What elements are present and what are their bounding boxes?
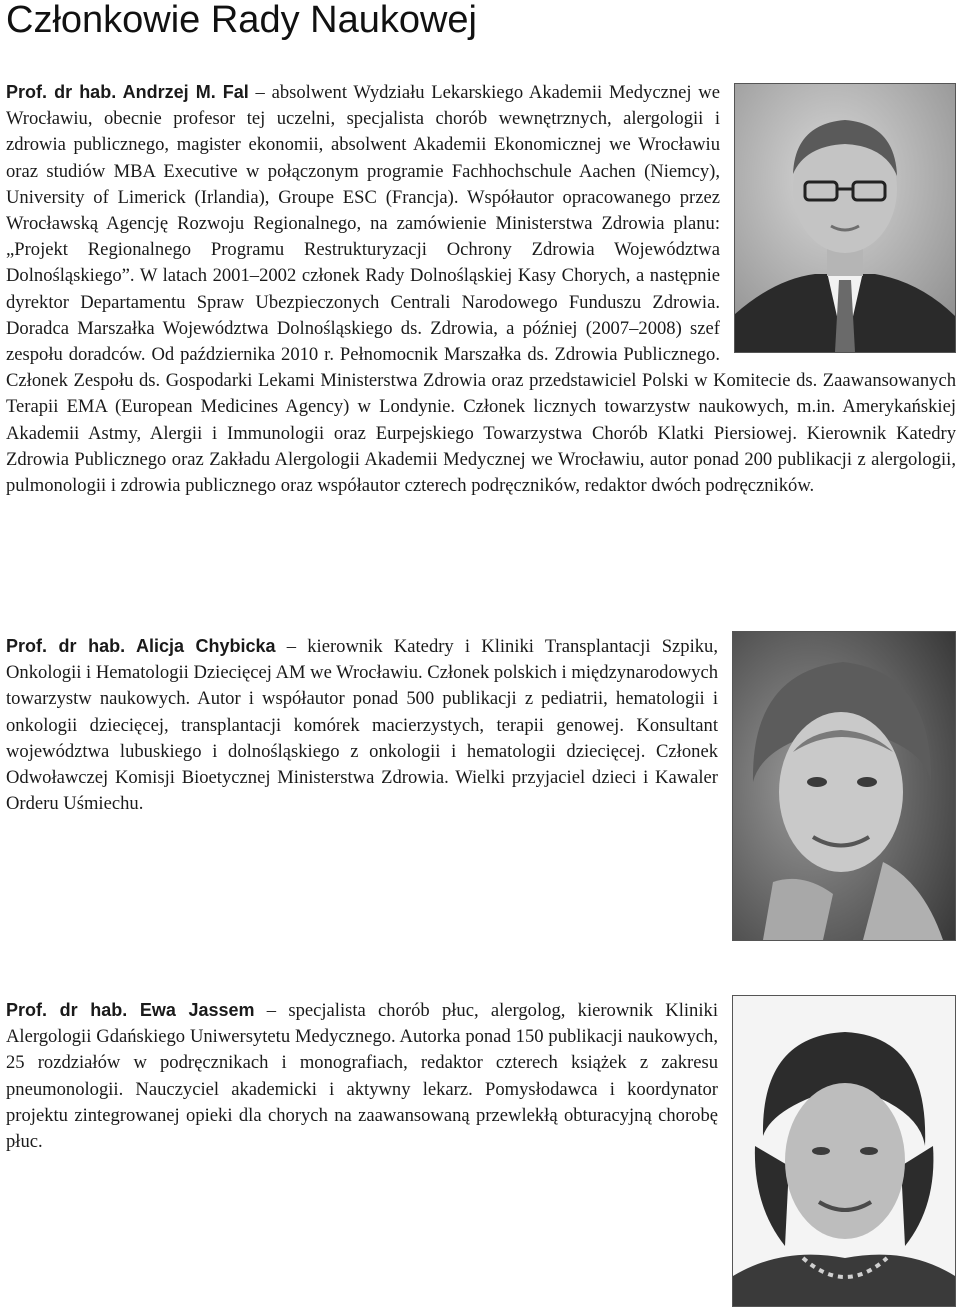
member-entry — [6, 633, 956, 947]
member-photo — [732, 631, 956, 941]
member-description: – specjalista chorób płuc, alergolog, kierownik Kliniki Alergologii Gdańskiego Uniwersytetu Medycznego. Autorka ponad 150 publikacji naukowych, 25 rozdziałów w podręcznikach i monografiach, redaktor czterech książek z zakresu pneumonologii. Nauczyciel akademicki i aktywny lekarz. Pomysłodawca i koordynator projektu zintegrowanej opieki dla chorych na zaawansowaną przewlekłą obturacyjną chorobę płuc. — [6, 1000, 718, 1153]
member-entry — [6, 79, 956, 499]
member-name: Prof. dr hab. Ewa Jassem — [6, 1000, 255, 1020]
member-description: – absolwent Wydziału Lekarskiego Akademii Medycznej we Wrocławiu, obecnie profesor tej uczelni, specjalista chorób wewnętrznych, alergologii i zdrowia publicznego, magister ekonomii, absolwent Akademii Ekonomicznej we Wrocławiu oraz studiów MBA Executive w połączonym programie Fachhochschule Aachen (Niemcy), University of Limerick (Irlandia), Groupe ESC (Francja). Współautor opracowanego przez Wrocławską Agencję Rozwoju Regionalnego, na zamówienie Ministerstwa Zdrowia planu: „Projekt Regionalnego Programu Restrukturyzacji Ochrony Zdrowia Województwa Dolnośląskiego”. W latach 2001–2002 członek Rady Dolnośląskiej Kasy Chorych, a następnie dyrektor Departamentu Spraw Ubezpieczonych Centrali Narodowego Funduszu Zdrowia. Doradca Marszałka Województwa Dolnośląskiego ds. Zdrowia, a później (2007–2008) szef zespołu doradców. Od października 2010 r. Pełnomocnik Marszałka ds. Zdrowia Publicznego. Członek Zespołu ds. Gospodarki Lekami Ministerstwa Zdrowia oraz przedstawiciel Polski w Komitecie ds. Zaawansowanych Terapii EMA (European Medicines Agency) w Londynie. Członek licznych towarzystw naukowych, m.in. Amerykańskiej Akademii Astmy, Alergii i Immunologii oraz Eurpejskiego Towarzystwa Chorób Klatki Piersiowej. Kierownik Katedry Zdrowia Publicznego oraz Zakładu Alergologii Akademii Medycznej we Wrocławiu, autor ponad 200 publikacji z alergologii, pulmonologii i zdrowia publicznego oraz współautor czterech podręczników, redaktor dwóch podręczników. — [6, 82, 956, 497]
member-photo — [732, 995, 956, 1307]
member-photo — [734, 83, 956, 353]
member-name: Prof. dr hab. Alicja Chybicka — [6, 636, 276, 656]
portrait-icon — [733, 632, 955, 940]
member-entry — [6, 997, 956, 1313]
page-title: Członkowie Rady Naukowej — [6, 0, 477, 41]
portrait-icon — [733, 996, 955, 1306]
portrait-icon — [735, 84, 955, 352]
member-name: Prof. dr hab. Andrzej M. Fal — [6, 82, 249, 102]
member-description: – kierownik Katedry i Kliniki Transplantacji Szpiku, Onkologii i Hematologii Dziecięcej AM we Wrocławiu. Członek polskich i międzynarodowych towarzystw naukowych. Autor i współautor ponad 500 publikacji z pediatrii, hematologii i onkologii dziecięcej, transplantacji komórek macierzystych, terapii genowej. Konsultant województwa lubuskiego i dolnośląskiego z onkologii i hematologii dziecięcej. Członek Odwoławczej Komisji Bioetycznej Ministerstwa Zdrowia. Wielki przyjaciel dzieci i Kawaler Orderu Uśmiechu. — [6, 636, 719, 815]
